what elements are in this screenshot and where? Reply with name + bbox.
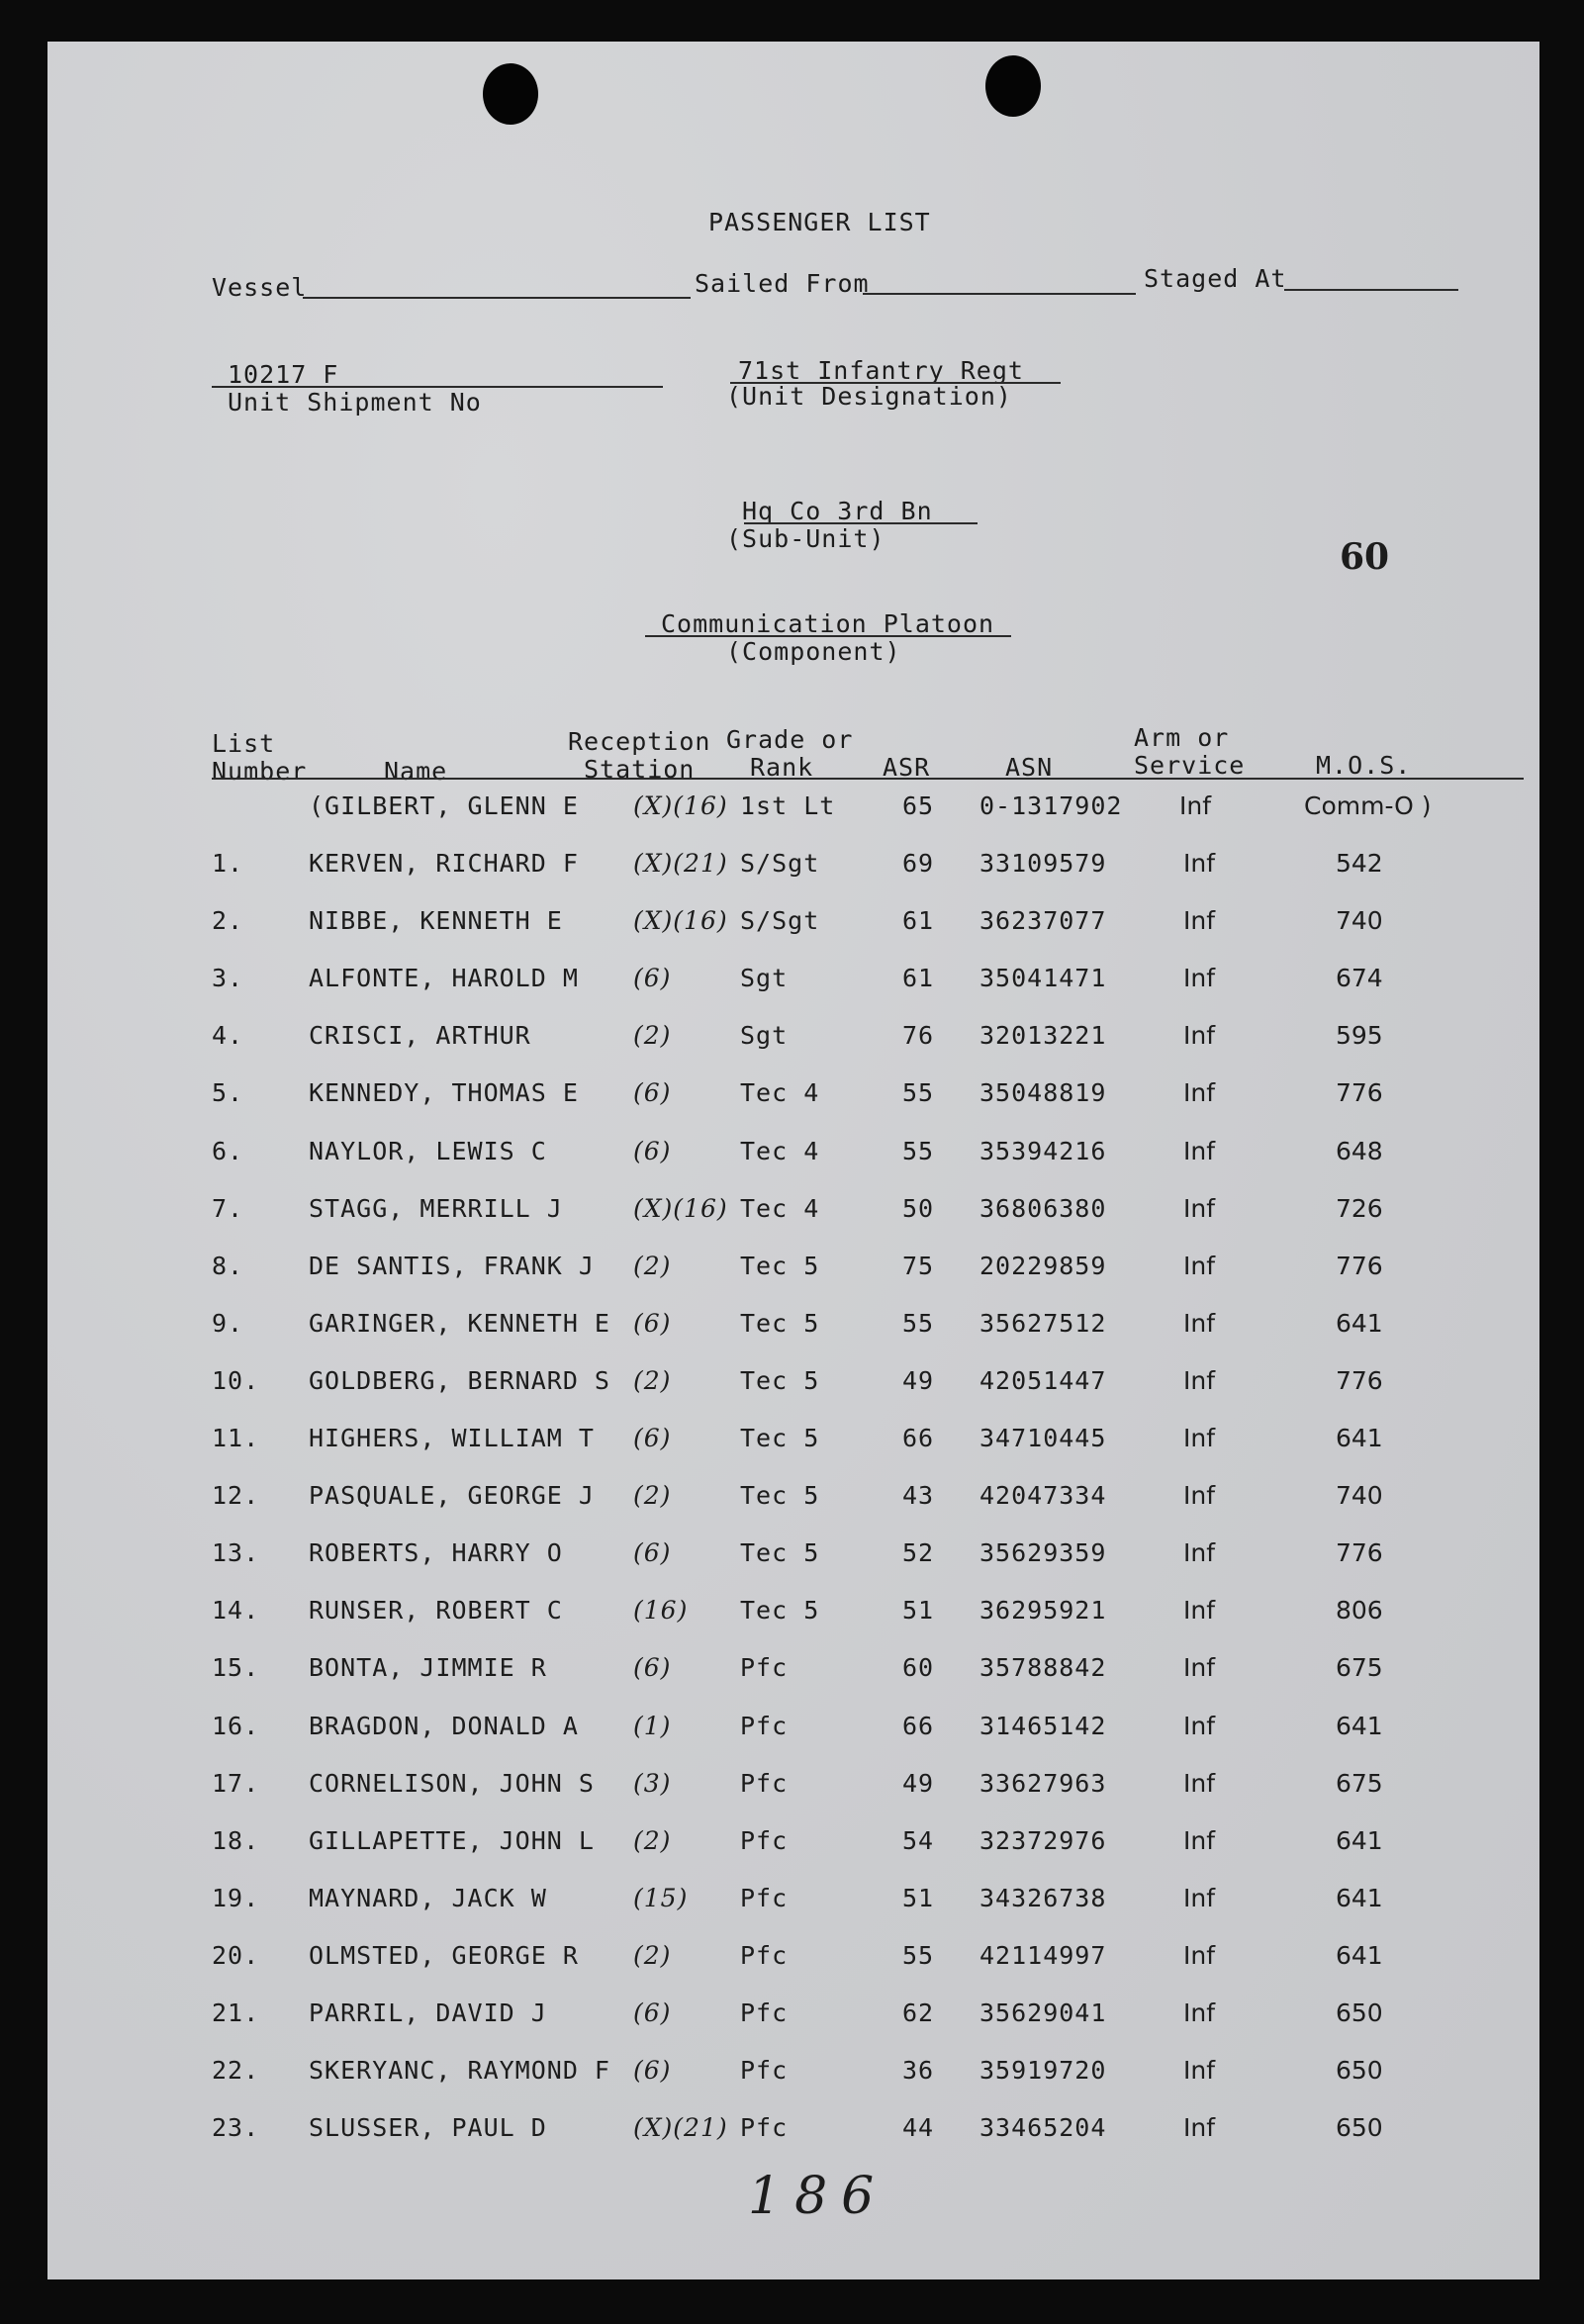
row-asr: 66 [902, 1424, 935, 1452]
header-asn: ASN [1005, 753, 1054, 782]
row-name: GOLDBERG, BERNARD S [309, 1366, 610, 1395]
component-label: (Component) [726, 637, 901, 666]
row-service: Inf [1183, 1366, 1216, 1395]
row-asn: 20229859 [979, 1252, 1107, 1280]
punch-hole [483, 63, 538, 125]
row-rank: Pfc [740, 1941, 789, 1970]
row-asn: 32372976 [979, 1826, 1107, 1855]
row-asn: 35788842 [979, 1653, 1107, 1682]
row-service: Inf [1183, 1424, 1216, 1452]
row-asr: 55 [902, 1309, 935, 1338]
officer-rank: 1st Lt [740, 791, 836, 820]
row-rank: Tec 4 [740, 1137, 820, 1165]
row-number: 17. [212, 1769, 260, 1798]
officer-row [47, 791, 1539, 831]
row-asn: 33627963 [979, 1769, 1107, 1798]
table-row [47, 1826, 1539, 1866]
row-number: 18. [212, 1826, 260, 1855]
header-arm-or: Arm or [1134, 723, 1230, 752]
row-asn: 36237077 [979, 906, 1107, 935]
row-number: 9. [212, 1309, 244, 1338]
row-asr: 54 [902, 1826, 935, 1855]
row-service: Inf [1183, 1941, 1216, 1970]
table-row [47, 1653, 1539, 1693]
row-service: Inf [1183, 1884, 1216, 1912]
row-rank: S/Sgt [740, 849, 820, 878]
officer-service: Inf [1179, 791, 1212, 820]
row-name: KERVEN, RICHARD F [309, 849, 579, 878]
row-station: (6) [633, 964, 672, 992]
table-row [47, 1712, 1539, 1751]
row-asr: 76 [902, 1021, 935, 1050]
row-asr: 75 [902, 1252, 935, 1280]
row-station: (6) [633, 2056, 672, 2085]
table-row [47, 1078, 1539, 1118]
row-rank: Tec 5 [740, 1424, 820, 1452]
row-asn: 35629359 [979, 1538, 1107, 1567]
table-row [47, 1884, 1539, 1923]
row-mos: 641 [1336, 1941, 1383, 1970]
header-asr: ASR [883, 753, 931, 782]
row-number: 1. [212, 849, 244, 878]
table-row [47, 2056, 1539, 2095]
row-rank: Tec 5 [740, 1252, 820, 1280]
row-service: Inf [1183, 964, 1216, 992]
row-service: Inf [1183, 2056, 1216, 2085]
row-service: Inf [1183, 906, 1216, 935]
row-rank: Tec 5 [740, 1481, 820, 1510]
row-service: Inf [1183, 1769, 1216, 1798]
row-station: (16) [633, 1596, 689, 1625]
table-row [47, 2113, 1539, 2153]
row-station: (6) [633, 1538, 672, 1567]
row-rank: Pfc [740, 1769, 789, 1798]
row-service: Inf [1183, 2113, 1216, 2142]
row-rank: S/Sgt [740, 906, 820, 935]
row-asn: 36295921 [979, 1596, 1107, 1625]
row-asn: 42047334 [979, 1481, 1107, 1510]
row-number: 11. [212, 1424, 260, 1452]
row-mos: 675 [1336, 1769, 1383, 1798]
staged-at-label: Staged At [1144, 264, 1287, 293]
handwritten-number: 186 [748, 2167, 888, 2226]
row-station: (2) [633, 1941, 672, 1970]
row-number: 3. [212, 964, 244, 992]
row-service: Inf [1183, 1021, 1216, 1050]
row-service: Inf [1183, 1999, 1216, 2027]
row-asr: 43 [902, 1481, 935, 1510]
component-value: Communication Platoon [661, 609, 995, 638]
row-asn: 33109579 [979, 849, 1107, 878]
table-row [47, 1999, 1539, 2038]
row-mos: 641 [1336, 1309, 1383, 1338]
row-number: 23. [212, 2113, 260, 2142]
row-number: 7. [212, 1194, 244, 1223]
row-mos: 650 [1336, 2113, 1383, 2142]
row-service: Inf [1183, 1481, 1216, 1510]
row-mos: 726 [1336, 1194, 1383, 1223]
unit-designation-label: (Unit Designation) [726, 382, 1012, 411]
row-name: HIGHERS, WILLIAM T [309, 1424, 595, 1452]
row-station: (2) [633, 1252, 672, 1280]
row-service: Inf [1183, 1653, 1216, 1682]
row-asr: 44 [902, 2113, 935, 2142]
row-number: 20. [212, 1941, 260, 1970]
row-rank: Pfc [740, 1712, 789, 1740]
row-number: 14. [212, 1596, 260, 1625]
row-station: (6) [633, 1309, 672, 1338]
row-service: Inf [1183, 1194, 1216, 1223]
table-row [47, 964, 1539, 1003]
row-number: 15. [212, 1653, 260, 1682]
row-service: Inf [1183, 1252, 1216, 1280]
row-service: Inf [1183, 1712, 1216, 1740]
row-station: (1) [633, 1712, 672, 1740]
row-asr: 51 [902, 1884, 935, 1912]
row-station: (6) [633, 1137, 672, 1165]
row-rank: Sgt [740, 964, 789, 992]
row-service: Inf [1183, 1538, 1216, 1567]
row-station: (X)(21) [633, 2113, 728, 2142]
row-name: OLMSTED, GEORGE R [309, 1941, 579, 1970]
unit-shipment-no-value: 10217 F [228, 360, 339, 389]
row-rank: Tec 5 [740, 1366, 820, 1395]
row-asn: 35629041 [979, 1999, 1107, 2027]
row-rank: Tec 5 [740, 1596, 820, 1625]
row-asr: 61 [902, 906, 935, 935]
row-name: NIBBE, KENNETH E [309, 906, 563, 935]
row-mos: 675 [1336, 1653, 1383, 1682]
row-asn: 35394216 [979, 1137, 1107, 1165]
row-rank: Tec 4 [740, 1078, 820, 1107]
row-name: ALFONTE, HAROLD M [309, 964, 579, 992]
row-rank: Tec 5 [740, 1309, 820, 1338]
table-row [47, 1252, 1539, 1291]
header-mos: M.O.S. [1316, 751, 1412, 780]
row-rank: Pfc [740, 1653, 789, 1682]
officer-asn: 0-1317902 [979, 791, 1123, 820]
table-row [47, 906, 1539, 946]
row-mos: 641 [1336, 1826, 1383, 1855]
row-name: PARRIL, DAVID J [309, 1999, 547, 2027]
sub-unit-label: (Sub-Unit) [726, 524, 885, 553]
row-station: (15) [633, 1884, 689, 1912]
row-name: CORNELISON, JOHN S [309, 1769, 595, 1798]
row-station: (X)(21) [633, 849, 728, 878]
document-title: PASSENGER LIST [708, 208, 931, 236]
row-station: (6) [633, 1653, 672, 1682]
row-name: DE SANTIS, FRANK J [309, 1252, 595, 1280]
row-number: 16. [212, 1712, 260, 1740]
row-asr: 55 [902, 1078, 935, 1107]
row-asn: 33465204 [979, 2113, 1107, 2142]
row-mos: 542 [1336, 849, 1383, 878]
table-row [47, 1769, 1539, 1809]
row-station: (X)(16) [633, 1194, 728, 1223]
officer-mos: Comm-O ) [1304, 791, 1432, 820]
table-row [47, 1021, 1539, 1061]
header-reception: Reception [568, 727, 711, 756]
row-number: 4. [212, 1021, 244, 1050]
row-mos: 776 [1336, 1366, 1383, 1395]
row-mos: 641 [1336, 1424, 1383, 1452]
sub-unit-value: Hq Co 3rd Bn [742, 497, 933, 525]
row-name: MAYNARD, JACK W [309, 1884, 547, 1912]
table-row [47, 1137, 1539, 1176]
row-asr: 62 [902, 1999, 935, 2027]
row-asn: 42051447 [979, 1366, 1107, 1395]
row-number: 12. [212, 1481, 260, 1510]
row-number: 8. [212, 1252, 244, 1280]
officer-station: (X)(16) [633, 791, 728, 820]
row-rank: Pfc [740, 2056, 789, 2085]
header-service: Service [1134, 751, 1246, 780]
sailed-from-label: Sailed From [695, 269, 870, 298]
header-number: Number [212, 757, 308, 786]
row-asn: 35919720 [979, 2056, 1107, 2085]
header-list: List [212, 729, 276, 758]
row-number: 6. [212, 1137, 244, 1165]
row-station: (2) [633, 1021, 672, 1050]
row-mos: 740 [1336, 906, 1383, 935]
officer-asr: 65 [902, 791, 935, 820]
sailed-from-line [863, 293, 1136, 295]
row-station: (X)(16) [633, 906, 728, 935]
row-asn: 35627512 [979, 1309, 1107, 1338]
vessel-label: Vessel [212, 273, 308, 302]
table-row [47, 849, 1539, 888]
row-asr: 52 [902, 1538, 935, 1567]
header-rule [212, 778, 1524, 780]
row-mos: 650 [1336, 2056, 1383, 2085]
table-row [47, 1538, 1539, 1578]
row-asr: 55 [902, 1941, 935, 1970]
row-service: Inf [1183, 1137, 1216, 1165]
row-name: CRISCI, ARTHUR [309, 1021, 531, 1050]
row-asr: 60 [902, 1653, 935, 1682]
row-number: 13. [212, 1538, 260, 1567]
row-asn: 35048819 [979, 1078, 1107, 1107]
row-name: BRAGDON, DONALD A [309, 1712, 579, 1740]
row-station: (6) [633, 1078, 672, 1107]
row-asr: 49 [902, 1769, 935, 1798]
row-station: (6) [633, 1999, 672, 2027]
header-grade-or: Grade or [726, 725, 854, 754]
row-asr: 36 [902, 2056, 935, 2085]
row-name: ROBERTS, HARRY O [309, 1538, 563, 1567]
row-station: (2) [633, 1826, 672, 1855]
row-number: 22. [212, 2056, 260, 2085]
row-number: 10. [212, 1366, 260, 1395]
row-mos: 776 [1336, 1538, 1383, 1567]
row-rank: Tec 4 [740, 1194, 820, 1223]
row-name: STAGG, MERRILL J [309, 1194, 563, 1223]
table-row [47, 1366, 1539, 1406]
row-asr: 50 [902, 1194, 935, 1223]
row-asr: 51 [902, 1596, 935, 1625]
row-name: SKERYANC, RAYMOND F [309, 2056, 610, 2085]
row-name: BONTA, JIMMIE R [309, 1653, 547, 1682]
row-service: Inf [1183, 1596, 1216, 1625]
row-mos: 776 [1336, 1078, 1383, 1107]
table-row [47, 1194, 1539, 1234]
table-row [47, 1481, 1539, 1521]
row-mos: 595 [1336, 1021, 1383, 1050]
row-number: 2. [212, 906, 244, 935]
row-mos: 650 [1336, 1999, 1383, 2027]
page-number: 60 [1340, 536, 1390, 578]
row-name: NAYLOR, LEWIS C [309, 1137, 547, 1165]
row-rank: Pfc [740, 2113, 789, 2142]
row-asn: 34326738 [979, 1884, 1107, 1912]
row-name: SLUSSER, PAUL D [309, 2113, 547, 2142]
row-asr: 61 [902, 964, 935, 992]
row-mos: 806 [1336, 1596, 1383, 1625]
row-asn: 32013221 [979, 1021, 1107, 1050]
row-asn: 36806380 [979, 1194, 1107, 1223]
row-number: 21. [212, 1999, 260, 2027]
row-mos: 648 [1336, 1137, 1383, 1165]
table-row [47, 1309, 1539, 1348]
table-row [47, 1424, 1539, 1463]
row-rank: Pfc [740, 1884, 789, 1912]
row-mos: 740 [1336, 1481, 1383, 1510]
row-mos: 776 [1336, 1252, 1383, 1280]
row-name: GARINGER, KENNETH E [309, 1309, 610, 1338]
header-name: Name [384, 757, 448, 786]
row-service: Inf [1183, 1826, 1216, 1855]
row-service: Inf [1183, 849, 1216, 878]
document-sheet [47, 42, 1539, 2279]
row-asn: 42114997 [979, 1941, 1107, 1970]
unit-designation-value: 71st Infantry Regt [738, 356, 1024, 385]
row-station: (6) [633, 1424, 672, 1452]
header-station: Station [584, 755, 696, 784]
row-station: (2) [633, 1366, 672, 1395]
row-rank: Pfc [740, 1999, 789, 2027]
vessel-line [303, 297, 691, 299]
punch-hole [985, 55, 1041, 117]
row-service: Inf [1183, 1309, 1216, 1338]
officer-name: (GILBERT, GLENN E [309, 791, 579, 820]
row-number: 19. [212, 1884, 260, 1912]
row-asr: 69 [902, 849, 935, 878]
row-station: (2) [633, 1481, 672, 1510]
row-service: Inf [1183, 1078, 1216, 1107]
table-row [47, 1941, 1539, 1981]
table-row [47, 1596, 1539, 1635]
unit-shipment-no-label: Unit Shipment No [228, 388, 482, 417]
row-rank: Tec 5 [740, 1538, 820, 1567]
row-asr: 49 [902, 1366, 935, 1395]
row-asr: 66 [902, 1712, 935, 1740]
row-mos: 641 [1336, 1884, 1383, 1912]
row-asn: 31465142 [979, 1712, 1107, 1740]
header-rank: Rank [750, 753, 814, 782]
row-rank: Pfc [740, 1826, 789, 1855]
row-number: 5. [212, 1078, 244, 1107]
row-name: GILLAPETTE, JOHN L [309, 1826, 595, 1855]
row-mos: 641 [1336, 1712, 1383, 1740]
row-rank: Sgt [740, 1021, 789, 1050]
row-station: (3) [633, 1769, 672, 1798]
staged-at-line [1284, 289, 1458, 291]
row-asr: 55 [902, 1137, 935, 1165]
row-name: RUNSER, ROBERT C [309, 1596, 563, 1625]
row-name: PASQUALE, GEORGE J [309, 1481, 595, 1510]
row-asn: 34710445 [979, 1424, 1107, 1452]
row-name: KENNEDY, THOMAS E [309, 1078, 579, 1107]
row-asn: 35041471 [979, 964, 1107, 992]
row-mos: 674 [1336, 964, 1383, 992]
